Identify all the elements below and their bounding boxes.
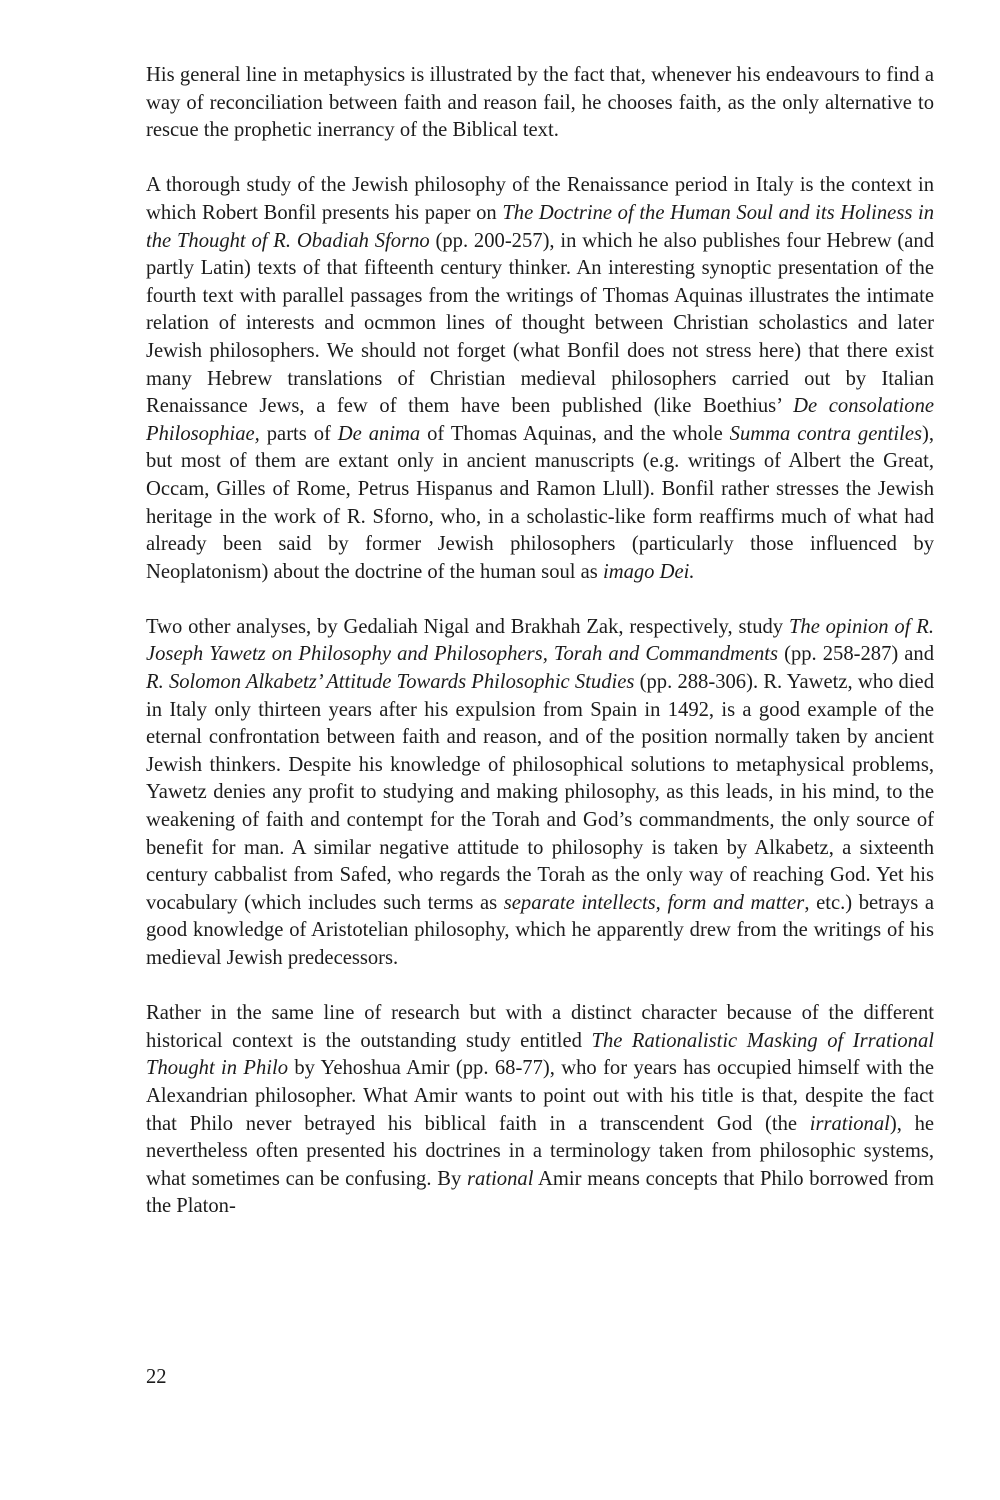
text-segment: Two other analyses, by Gedaliah Nigal and Brakhah Zak, respectively, study — [146, 615, 789, 638]
page-number: 22 — [146, 1366, 167, 1388]
text-segment: (pp. 288-306). R. Yawetz, who died in Italy only thirteen years after his expulsion from Spain in 1492, is a good example of the eternal confrontation between faith and reason, and of the position normally taken by ancient Jewish thinkers. Despite his knowledge of philosophical solutions to metaphysical problems, Yawetz denies any profit to studying and making philosophy, as this leads, in his mind, to the weakening of faith and contempt for the Torah and God’s commandments, the only source of benefit for man. A similar negative attitude to philosophy is taken by Alkabetz, a sixteenth century cabbalist from Safed, who regards the Torah as the only way of reaching God. Yet his vocabulary (which includes such terms as — [146, 671, 934, 914]
italic-term: rational — [467, 1167, 534, 1190]
italic-title: The Rationalistic Masking of Irrational Thought in Philo — [146, 1029, 935, 1080]
italic-title: De anima — [337, 422, 421, 445]
paragraph-2 — [146, 172, 934, 586]
page-body — [146, 62, 934, 1221]
text-segment: (pp. 200-257), in which he also publishes four Hebrew (and partly Latin) texts of that fifteenth century thinker. An interesting synoptic presentation of the fourth text with parallel passages from the writings of Thomas Aquinas illustrates the intimate relation of interests and ocmmon lines of thought between Christian scholastics and later Jewish philosophers. We should not forget (what Bonfil does not stress here) that there exist many Hebrew translations of Christian medieval philosophers carried out by Italian Renaissance Jews, a few of them have been published (like Boethius’ — [146, 229, 934, 418]
paragraph-3 — [146, 614, 934, 973]
text-segment: ), but most of them are extant only in ancient manuscripts (e.g. writings of Albert the Great, Occam, Gilles of Rome, Petrus Hispanus and Ramon Llull). Bonfil rather stresses the Jewish heritage in the work of R. Sforno, who, in a scholastic-like form reaffirms much of what had already been said by former Jewish philosophers (particularly those influenced by Neoplatonism) about the doctrine of the human soul as — [146, 422, 934, 583]
text-segment: parts of — [259, 422, 338, 445]
italic-title: The opinion of R. Joseph Yawetz on Philosophy and Philosophers, Torah and Commandments — [146, 615, 934, 666]
text-segment: His general line in metaphysics is illustrated by the fact that, whenever his endeavours to find a way of reconciliation between faith and reason fail, he chooses faith, as the only alternative to rescue the prophetic inerrancy of the Biblical text. — [146, 64, 934, 142]
italic-title: The Doctrine of the Human Soul and its Holiness in the Thought of R. Obadiah Sforno — [146, 201, 934, 252]
text-segment: Amir means concepts that Philo borrowed from the Platon- — [146, 1167, 934, 1218]
italic-title: R. Solomon Alkabetz’ Attitude Towards Philosophic Studies — [146, 671, 635, 694]
text-segment: of Thomas Aquinas, and the whole — [420, 422, 730, 445]
text-segment: A thorough study of the Jewish philosophy of the Renaissance period in Italy is the context in which Robert Bonfil presents his paper on — [146, 174, 934, 224]
text-segment: Rather in the same line of research but with a distinct character because of the different historical context is the outstanding study entitled — [146, 1002, 934, 1052]
text-segment: by Yehoshua Amir (pp. 68-77), who for years has occupied himself with the Alexandrian philosopher. What Amir wants to point out with his title is that, despite the fact that Philo never betrayed his biblical faith in a transcendent God (the — [146, 1057, 935, 1135]
italic-term: irrational — [809, 1112, 890, 1135]
italic-title: De consolatione Philosophiae, — [146, 395, 935, 445]
italic-term: imago Dei. — [602, 560, 695, 583]
italic-term: separate intellects, form and matter — [503, 891, 805, 914]
text-segment: (pp. 258-287) and — [778, 643, 934, 666]
text-segment: , etc.) betrays a good knowledge of Aristotelian philosophy, which he apparently drew from the writings of his medieval Jewish predecessors. — [146, 891, 934, 969]
text-segment: ), he nevertheless often presented his doctrines in a terminology taken from philosophic systems, what sometimes can be confusing. By — [146, 1112, 935, 1190]
paragraph-4 — [146, 1000, 934, 1221]
italic-title: Summa contra gentiles — [729, 422, 922, 445]
paragraph-1 — [146, 62, 934, 145]
